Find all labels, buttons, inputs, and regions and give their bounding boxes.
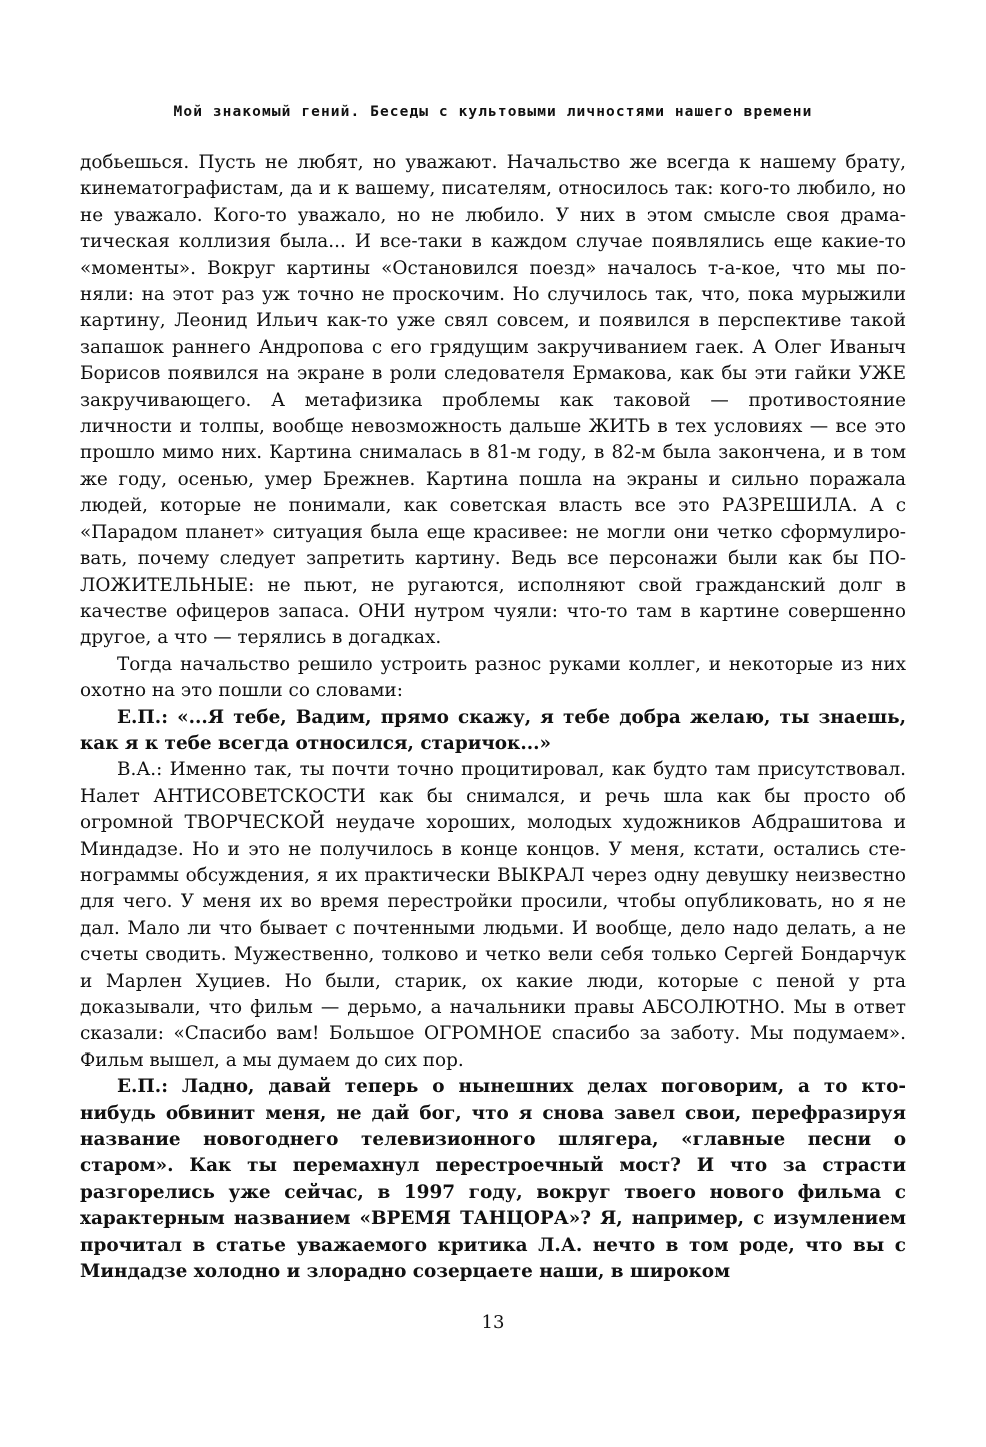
paragraph-1: добьешься. Пусть не любят, но уважают. Начальство же всегда к нашему брату, кинематографистам, да и к вашему, писателям, относилось так: кого-то любило, но не уважало. Кого-то уважало, но не любило. У них в этом смысле своя драматическая коллизия была... И все-таки в каждом случае появлялись еще какие-то «моменты». Вокруг картины «Остановился поезд» началось т-а-кое, что мы поняли: на этот раз уж точно не проскочим. Но случилось так, что, пока мурыжили картину, Леонид Ильич как-то уже свял совсем, и появился в перспективе такой запашок раннего Андропова с его грядущим закручиванием гаек. А Олег Иваныч Борисов появился на экране в роли следователя Ермакова, как бы эти гайки УЖЕ закручивающего. А метафизика проблемы как таковой — противостояние личности и толпы, вообще невозможность дальше ЖИТЬ в тех условиях — все это прошло мимо них. Картина снималась в 81-м году, в 82-м была закончена, и в том же году, осенью, умер Брежнев. Картина пошла на экраны и сильно поражала людей, которые не понимали, как советская власть все это РАЗРЕШИЛА. А с «Парадом планет» ситуация была еще красивее: не могли они четко сформулировать, почему следует запретить картину. Ведь все персонажи были как бы ПОЛОЖИТЕЛЬНЫЕ: не пьют, не ругаются, исполняют свой гражданский долг в качестве офицеров запаса. ОНИ нутром чуяли: что-то там в картине совершенно другое, а что — терялись в догадках. xyxy=(80,152,906,649)
page-number: 13 xyxy=(481,1312,505,1333)
paragraph-3-question: Е.П.: «...Я тебе, Вадим, прямо скажу, я тебе добра желаю, ты знаешь, как я к тебе всегда относился, старичок...» xyxy=(80,706,906,754)
paragraph-2: Тогда начальство решило устроить разнос руками коллег, и некоторые из них охотно на это пошли со словами: xyxy=(80,653,906,702)
paragraph-4-answer: В.А.: Именно так, ты почти точно процитировал, как будто там присутствовал. Налет АНТИСОВЕТСКОСТИ как бы снимался, и речь шла как бы просто об огромной ТВОРЧЕСКОЙ неудаче хороших, молодых художников Абдрашитова и Миндадзе. Но и это не получилось в конце концов. У меня, кстати, остались стенограммы обсуждения, я их практически ВЫКРАЛ через одну девушку неизвестно для чего. У меня их во время перестройки просили, чтобы опубликовать, но я не дал. Мало ли что бывает с почтенными людьми. И вообще, дело надо делать, а не счеты сводить. Мужественно, толково и четко вели себя только Сергей Бондарчук и Марлен Хуциев. Но были, старик, ох какие люди, которые с пеной у рта доказывали, что фильм — дерьмо, а начальники правы АБСОЛЮТНО. Мы в ответ сказали: «Спасибо вам! Большое ОГРОМНОЕ спасибо за заботу. Мы подумаем». Фильм вышел, а мы думаем до сих пор. xyxy=(80,759,906,1071)
paragraph-5-question: Е.П.: Ладно, давай теперь о нынешних делах поговорим, а то кто-нибудь обвинит меня, не дай бог, что я снова завел свои, перефразируя название новогоднего телевизионного шлягера, «главные песни о старом». Как ты перемахнул перестроечный мост? И что за страсти разгорелись уже сейчас, в 1997 году, вокруг твоего нового фильма с характерным названием «ВРЕМЯ ТАНЦОРА»? Я, например, с изумлением прочитал в статье уважаемого критика Л.А. нечто в том роде, что вы с Миндадзе холодно и злорадно созерцаете наши, в широком xyxy=(80,1076,906,1283)
body-text xyxy=(80,150,906,1285)
running-header: Мой знакомый гений. Беседы с культовыми личностями нашего времени xyxy=(173,104,813,120)
